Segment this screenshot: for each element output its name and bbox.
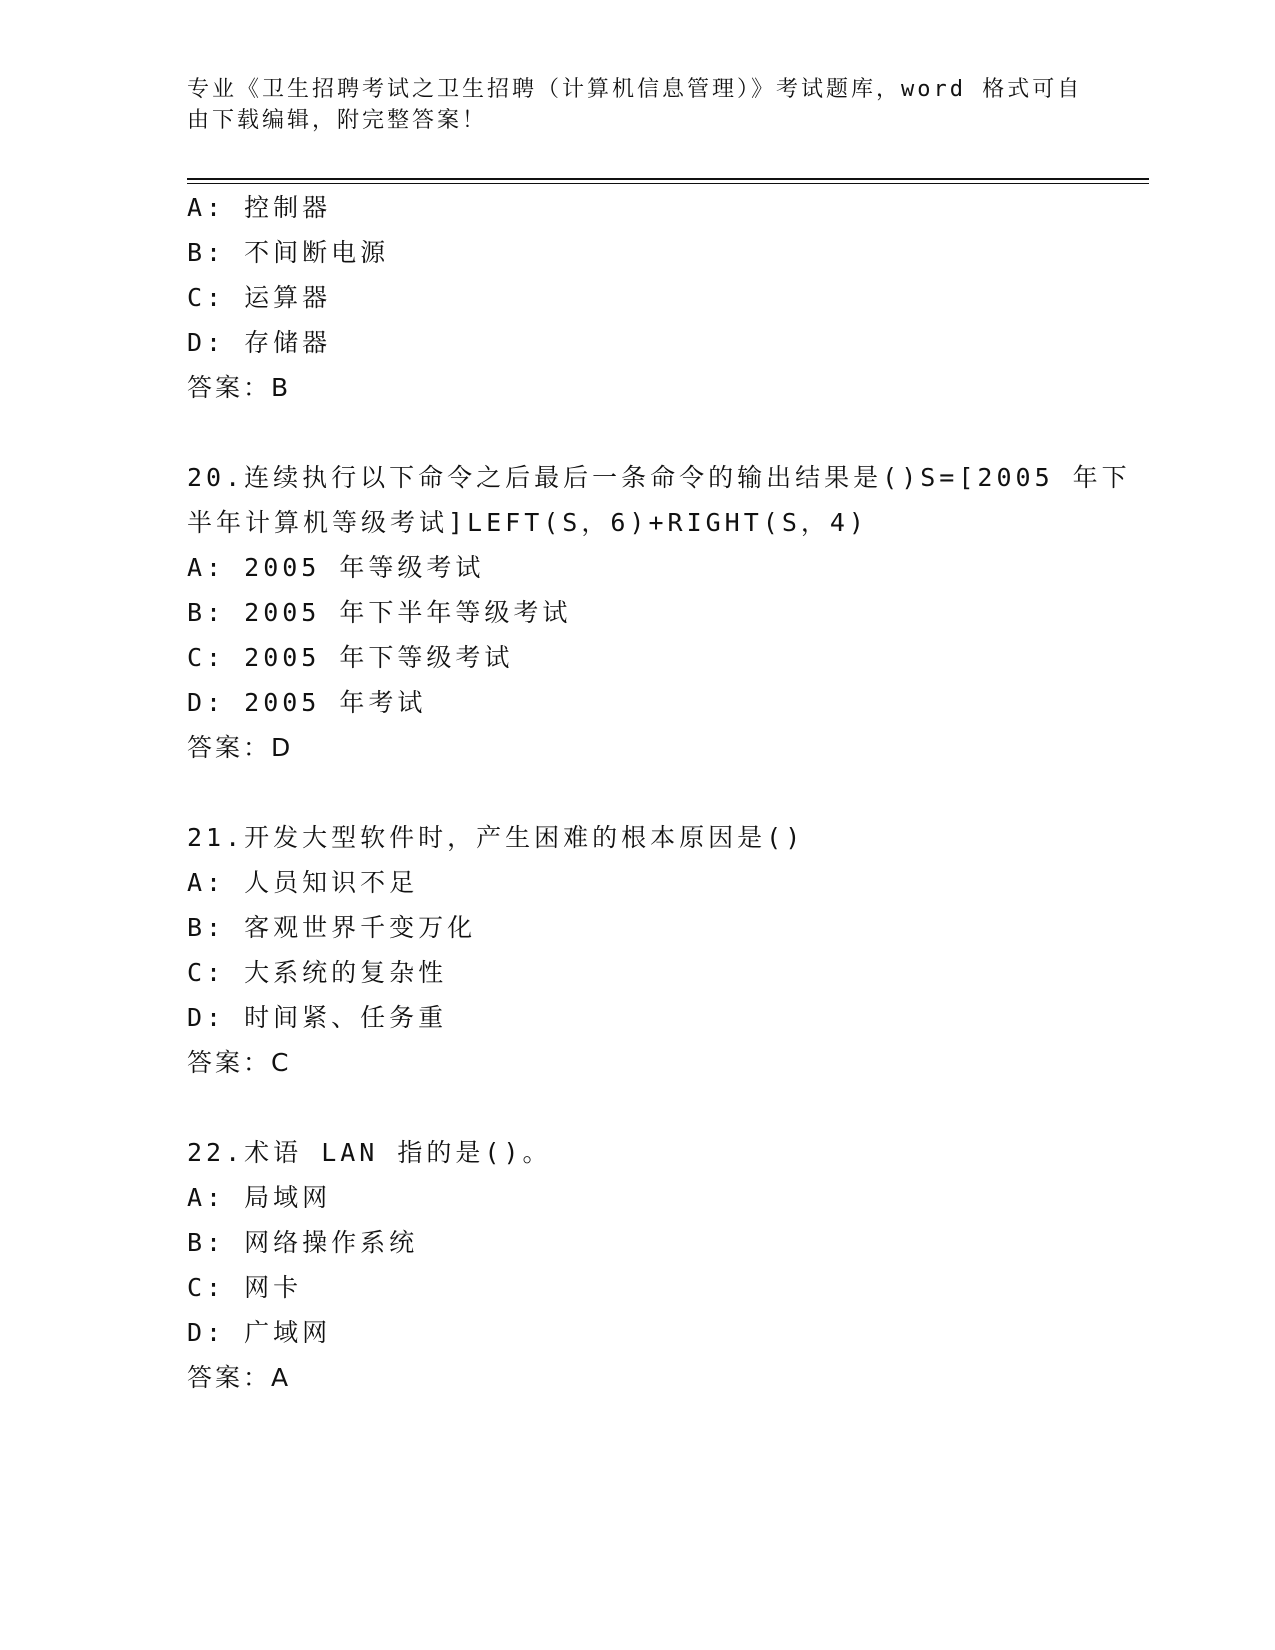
q21-option-d: D: 时间紧、任务重 xyxy=(187,1003,448,1032)
q21-option-c: C: 大系统的复杂性 xyxy=(187,958,448,987)
header-divider-thick xyxy=(187,178,1149,180)
document-header xyxy=(187,74,1087,136)
q20-question-line-1: 20.连续执行以下命令之后最后一条命令的输出结果是()S=[2005 年下 xyxy=(187,463,1131,492)
q20-option-c: C: 2005 年下等级考试 xyxy=(187,643,514,672)
q19-option-a: A: 控制器 xyxy=(187,193,332,222)
q22-option-c: C: 网卡 xyxy=(187,1273,303,1302)
q20-answer: 答案：D xyxy=(187,733,294,762)
q21-answer: 答案：C xyxy=(187,1048,292,1077)
q22-question: 22.术语 LAN 指的是()。 xyxy=(187,1138,552,1167)
q20-option-d: D: 2005 年考试 xyxy=(187,688,427,717)
q20-option-a: A: 2005 年等级考试 xyxy=(187,553,485,582)
q20-option-b: B: 2005 年下半年等级考试 xyxy=(187,598,572,627)
q19-option-c: C: 运算器 xyxy=(187,283,332,312)
q22-option-a: A: 局域网 xyxy=(187,1183,332,1212)
q22-option-d: D: 广域网 xyxy=(187,1318,332,1347)
q19-option-d: D: 存储器 xyxy=(187,328,332,357)
header-divider-thin xyxy=(187,183,1149,184)
q21-question: 21.开发大型软件时，产生困难的根本原因是() xyxy=(187,823,805,852)
q19-answer: 答案：B xyxy=(187,373,292,402)
q20-question-line-2: 半年计算机等级考试]LEFT(S，6)+RIGHT(S，4) xyxy=(187,508,868,537)
q22-option-b: B: 网络操作系统 xyxy=(187,1228,419,1257)
q22-answer: 答案：A xyxy=(187,1363,292,1392)
q21-option-a: A: 人员知识不足 xyxy=(187,868,419,897)
header-line-2: 由下载编辑，附完整答案！ xyxy=(187,108,488,133)
q19-option-b: B: 不间断电源 xyxy=(187,238,390,267)
header-line-1: 专业《卫生招聘考试之卫生招聘（计算机信息管理）》考试题库，word 格式可自 xyxy=(187,77,1083,102)
q21-option-b: B: 客观世界千变万化 xyxy=(187,913,477,942)
